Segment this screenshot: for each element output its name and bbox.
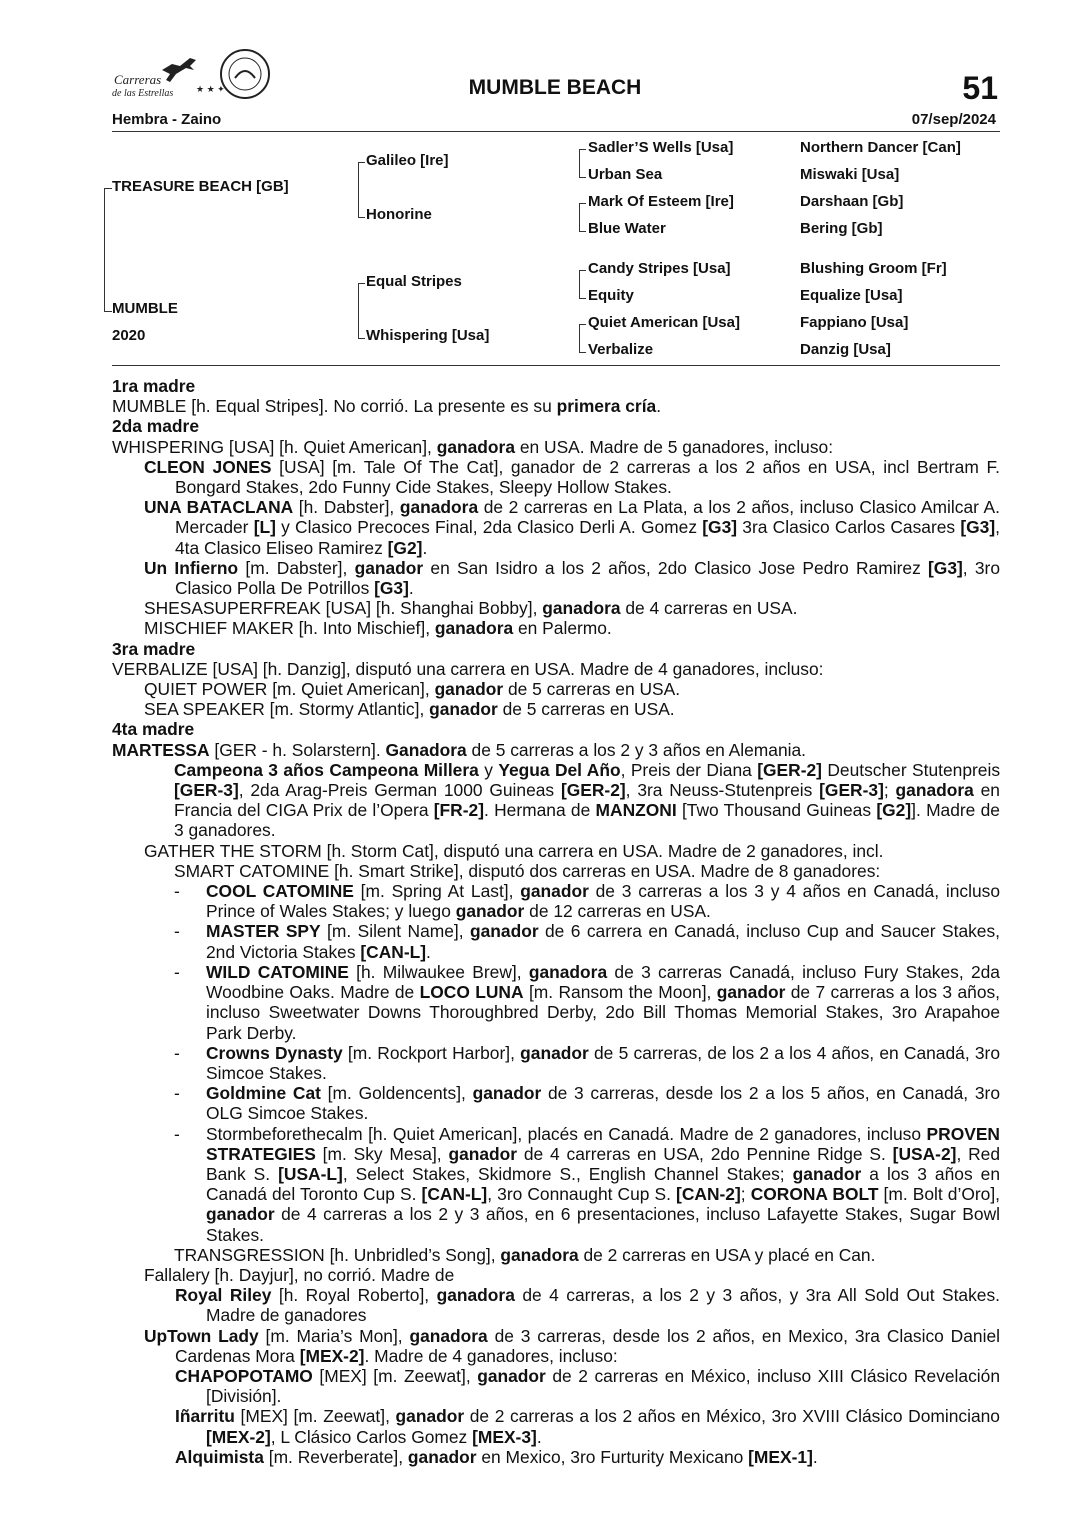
produce-master-spy: - MASTER SPY [m. Silent Name], ganador de 6 carrera en Canadá, incluso Cup and Saucer Stakes, 2nd Victoria Stakes [CAN-L]. bbox=[174, 921, 1001, 962]
pedigree-sire: TREASURE BEACH [GB] bbox=[112, 178, 289, 195]
pedigree-bracket-3d bbox=[579, 324, 586, 353]
produce-record bbox=[112, 376, 1000, 1467]
produce-stormbeforethecalm: - Stormbeforethecalm [h. Quiet American], placés en Canadá. Madre de 2 ganadores, incluso PROVEN STRATEGIES [m. Sky Mesa], ganador de 4 carreras en USA, 2do Pennine Ridge S. [USA-2], Red Bank S. [USA-L], Select Stakes, Skidmore S., English Channel Stakes; ganador a los 3 años en Canadá del Toronto Cup S. [CAN-L], 3ro Connaught Cup S. [CAN-2]; CORONA BOLT [m. Bolt d’Oro], ganador de 4 carreras a los 2 y 3 años, en 6 presentaciones, incluso Lafayette Stakes, Sugar Bowl Stakes. bbox=[174, 1123, 1000, 1245]
section-4ta-madre: 4ta madre bbox=[112, 719, 195, 740]
pedigree-bracket-1 bbox=[104, 188, 112, 312]
paragraph-whispering: WHISPERING [USA] [h. Quiet American], ganadora en USA. Madre de 5 ganadores, incluso: bbox=[112, 436, 834, 457]
produce-wild-catomine: - WILD CATOMINE [h. Milwaukee Brew], ganadora de 3 carreras Canadá, incluso Fury Stakes, 2da Woodbine Oaks. Madre de LOCO LUNA [m. Ransom the Moon], ganador de 7 carreras a los 3 años, incluso Sweetwater Downs Thoroughbred Derby, 2do Bill Thomas Memorial Stakes, 3ro Arapahoe Park Derby. bbox=[174, 961, 1001, 1043]
pedigree-g3-1: Sadler’S Wells [Usa] bbox=[588, 139, 734, 156]
pedigree-ds: Equal Stripes bbox=[366, 273, 462, 290]
produce-un-infierno: Un Infierno [m. Dabster], ganador en San Isidro a los 2 años, 2do Clasico Jose Pedro Ramirez [G3], 3ro Clasico Polla De Potrillos [G3]. bbox=[144, 557, 1000, 599]
paragraph-martessa: MARTESSA [GER - h. Solarstern]. Ganadora de 5 carreras a los 2 y 3 años en Alemania. bbox=[112, 739, 806, 760]
produce-uptown-lady: UpTown Lady [m. Maria’s Mon], ganadora de 3 carreras, desde los 2 años, en Mexico, 3ra Clasico Daniel Cardenas Mora [MEX-2]. Madre de 4 ganadores, incluso: bbox=[144, 1325, 1000, 1366]
pedigree-dam: MUMBLE bbox=[112, 300, 178, 317]
section-2da-madre: 2da madre bbox=[112, 416, 199, 437]
logo-text-estrellas: de las Estrellas bbox=[112, 88, 174, 99]
pedigree-g4-7: Fappiano [Usa] bbox=[800, 314, 909, 331]
pedigree-bracket-3b bbox=[579, 203, 586, 232]
pedigree-g3-8: Verbalize bbox=[588, 341, 654, 358]
produce-shesasuperfreak: SHESASUPERFREAK [USA] [h. Shanghai Bobby], ganadora de 4 carreras en USA. bbox=[144, 598, 798, 619]
produce-goldmine-cat: - Goldmine Cat [m. Goldencents], ganador de 3 carreras, desde los 2 a los 5 años, en Canadá, 3ro OLG Simcoe Stakes. bbox=[174, 1083, 1000, 1124]
produce-smart-catomine: SMART CATOMINE [h. Smart Strike], disputó dos carreras en USA. Madre de 8 ganadores: bbox=[174, 860, 881, 881]
produce-cool-catomine: - COOL CATOMINE [m. Spring At Last], ganador de 3 carreras a los 3 y 4 años en Canadá, incluso Prince of Wales Stakes; y luego ganador de 12 carreras en USA. bbox=[174, 881, 1000, 922]
lot-number: 51 bbox=[962, 70, 998, 106]
pedigree-divider bbox=[112, 365, 1000, 366]
paragraph-mumble: MUMBLE [h. Equal Stripes]. No corrió. La presente es su primera cría. bbox=[112, 396, 662, 417]
produce-alquimista: Alquimista [m. Reverberate], ganador en Mexico, 3ro Furturity Mexicano [MEX-1]. bbox=[175, 1446, 818, 1467]
paragraph-verbalize: VERBALIZE [USA] [h. Danzig], disputó una carrera en USA. Madre de 4 ganadores, incluso: bbox=[112, 658, 824, 679]
pedigree-g4-2: Miswaki [Usa] bbox=[800, 166, 900, 183]
produce-mischief-maker: MISCHIEF MAKER [h. Into Mischief], ganadora en Palermo. bbox=[144, 618, 612, 639]
section-1ra-madre: 1ra madre bbox=[112, 376, 196, 396]
pedigree-bracket-2a bbox=[358, 162, 365, 218]
logo-text-carreras: Carreras bbox=[114, 72, 162, 87]
pedigree-g4-1: Northern Dancer [Can] bbox=[800, 139, 961, 156]
pedigree-g3-6: Equity bbox=[588, 287, 634, 304]
pedigree-g3-5: Candy Stripes [Usa] bbox=[588, 260, 731, 277]
produce-cleon-jones: CLEON JONES [USA] [m. Tale Of The Cat], ganador de 2 carreras a los 2 años en USA, incl Bertram F. Bongard Stakes, 2do Funny Cide Stakes, Sleepy Hollow Stakes. bbox=[144, 456, 1001, 498]
produce-fallalery: Fallalery [h. Dayjur], no corrió. Madre de bbox=[144, 1264, 455, 1285]
header-divider bbox=[112, 131, 1000, 132]
produce-royal-riley: Royal Riley [h. Royal Roberto], ganadora de 4 carreras, a los 2 y 3 años, y 3ra All Sold Out Stakes. Madre de ganadores bbox=[175, 1285, 1000, 1326]
svg-text:★ ★ ✦: ★ ★ ✦ bbox=[196, 84, 225, 94]
pedigree-bracket-3c bbox=[579, 270, 586, 299]
produce-quiet-power: QUIET POWER [m. Quiet American], ganador de 5 carreras en USA. bbox=[144, 679, 681, 700]
sale-date: 07/sep/2024 bbox=[911, 111, 996, 128]
produce-sea-speaker: SEA SPEAKER [m. Stormy Atlantic], ganador de 5 carreras en USA. bbox=[144, 699, 675, 720]
pedigree-g4-8: Danzig [Usa] bbox=[800, 341, 891, 358]
pedigree-g3-7: Quiet American [Usa] bbox=[588, 314, 740, 331]
pedigree-g4-5: Blushing Groom [Fr] bbox=[800, 260, 947, 277]
pedigree-g3-2: Urban Sea bbox=[588, 166, 663, 183]
pedigree-g3-3: Mark Of Esteem [Ire] bbox=[588, 193, 734, 210]
produce-chapopotamo: CHAPOPOTAMO [MEX] [m. Zeewat], ganador de 2 carreras en México, incluso XIII Clásico Revelación [División]. bbox=[175, 1365, 1000, 1407]
pedigree-ss: Galileo [Ire] bbox=[366, 152, 449, 169]
pedigree-dd: Whispering [Usa] bbox=[366, 327, 490, 344]
produce-gather-the-storm: GATHER THE STORM [h. Storm Cat], disputó una carrera en USA. Madre de 2 ganadores, incl. bbox=[144, 840, 884, 861]
pedigree-g4-4: Bering [Gb] bbox=[800, 220, 883, 237]
pedigree-g4-6: Equalize [Usa] bbox=[800, 287, 903, 304]
pedigree-g4-3: Darshaan [Gb] bbox=[800, 193, 904, 210]
paragraph-martessa-detail: Campeona 3 años Campeona Millera y Yegua Del Año, Preis der Diana [GER-2] Deutscher Stutenpreis [GER-3], 2da Arag-Preis German 1000 Guineas [GER-2], 3ra Neuss-Stutenpreis [GER-3]; ganadora en Francia del CIGA Prix de l’Opera [FR-2]. Hermana de MANZONI [Two Thousand Guineas [G2]]. Madre de 3 ganadores. bbox=[174, 759, 1001, 841]
page-title: MUMBLE BEACH bbox=[468, 76, 642, 99]
produce-inarritu: Iñarritu [MEX] [m. Zeewat], ganador de 2 carreras a los 2 años en México, 3ro XVIII Clásico Dominciano [MEX-2], L Clásico Carlos Gomez [MEX-3]. bbox=[175, 1406, 1000, 1447]
section-3ra-madre: 3ra madre bbox=[112, 638, 196, 659]
pedigree-bracket-2b bbox=[358, 283, 365, 339]
pedigree-g3-4: Blue Water bbox=[588, 220, 666, 237]
sex-color: Hembra - Zaino bbox=[112, 111, 222, 128]
pedigree-bracket-3a bbox=[579, 149, 586, 178]
pedigree-sd: Honorine bbox=[366, 206, 432, 223]
produce-una-bataclana: UNA BATACLANA [h. Dabster], ganadora de 2 carreras en La Plata, a los 2 años, incluso Clasico Amilcar A. Mercader [L] y Clasico Precoces Final, 2da Clasico Derli A. Gomez [G3] 3ra Clasico Carlos Casares [G3], 4ta Clasico Eliseo Ramirez [G2]. bbox=[144, 497, 1000, 558]
produce-crowns-dynasty: - Crowns Dynasty [m. Rockport Harbor], ganador de 5 carreras, de los 2 a los 4 años, en Canadá, 3ro Simcoe Stakes. bbox=[174, 1042, 1001, 1083]
produce-transgression: TRANSGRESSION [h. Unbridled’s Song], ganadora de 2 carreras en USA y placé en Can. bbox=[174, 1244, 876, 1265]
pedigree-dam-year: 2020 bbox=[112, 327, 146, 344]
